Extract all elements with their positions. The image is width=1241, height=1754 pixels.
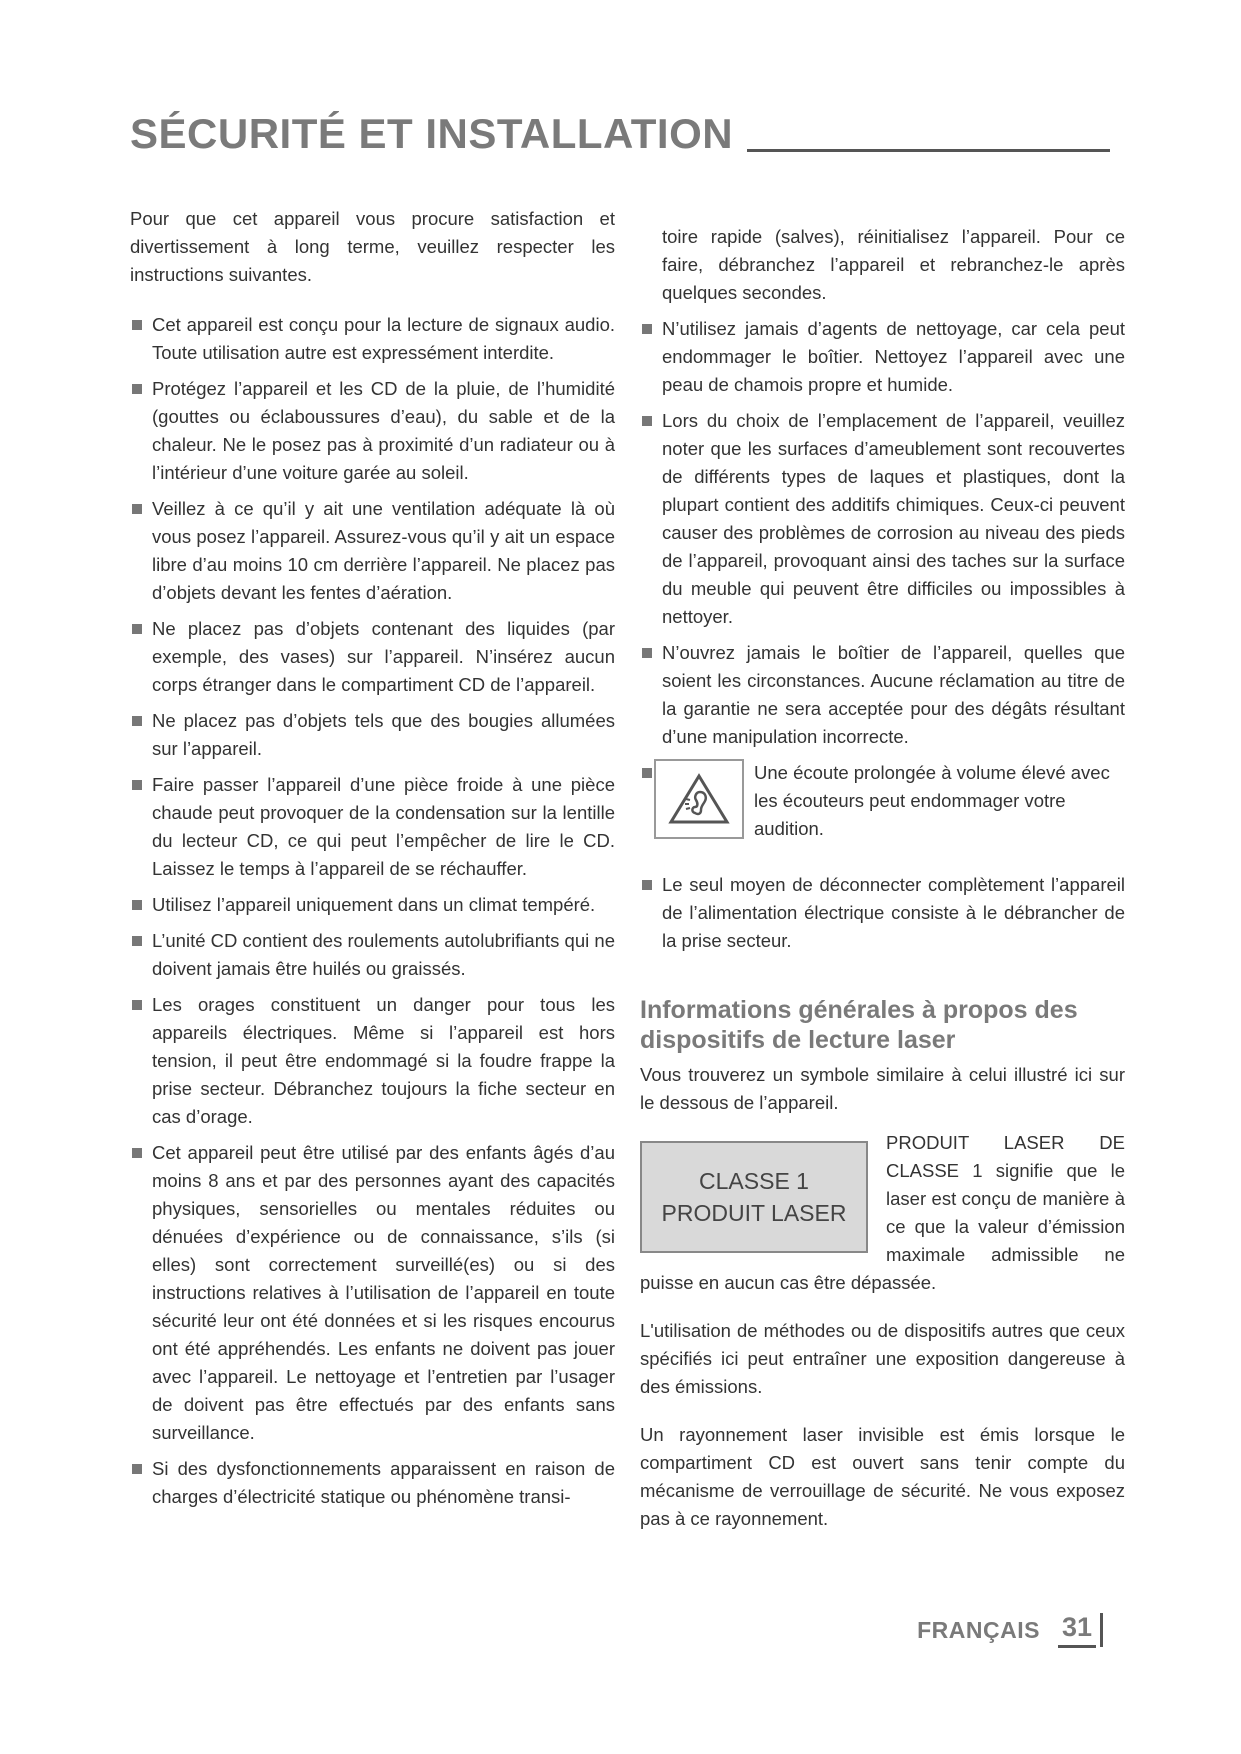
list-item: N’utilisez jamais d’agents de nettoyage, car cela peut endommager le boîtier. Nettoyez l’appareil avec une peau de chamois propre et humide. [640, 315, 1125, 399]
laser-paragraph: Un rayonnement laser invisible est émis lorsque le compartiment CD est ouvert sans tenir compte du mécanisme de verrouillage de sécurité. Ne vous exposez pas à ce rayonnement. [640, 1424, 1125, 1529]
list-item: Faire passer l’appareil d’une pièce froide à une pièce chaude peut provoquer de la condensation sur la lentille du lecteur CD, ce qui peut l’empêcher de lire le CD. Laissez le temps à l’appareil de se réchauffer. [130, 771, 615, 883]
list-item: Veillez à ce qu’il y ait une ventilation adéquate là où vous posez l’appareil. Assurez-vous qu’il y ait un espace libre d’au moins 10 cm derrière l’appareil. Ne placez pas d’objets devant les fentes d’aération. [130, 495, 615, 607]
left-column [130, 205, 615, 1519]
footer-language: FRANÇAIS [917, 1616, 1040, 1643]
continued-text: toire rapide (salves), réinitialisez l’appareil. Pour ce faire, débranchez l’appareil et rebranchez-le après quelques secondes. [662, 226, 1125, 303]
safety-list-right [640, 315, 1125, 751]
list-item: Cet appareil peut être utilisé par des enfants âgés d’au moins 8 ans et par des personnes ayant des capacités physiques, sensorielles ou mentales réduites ou dénuées d’expérience ou de connaissance, s’ils (si elles) sont correctement surveillé(es) ou si des instructions relatives à l’utilisation de l’appareil en toute sécurité leur ont été données et si les risques encourus ont été appréhendés. Les enfants ne doivent pas jouer avec l’appareil. Le nettoyage et l’entretien par l’usager de doivent pas être effectués par des enfants sans surveillance. [130, 1139, 615, 1447]
hearing-warning-text: Une écoute prolongée à volume élevé avec les écouteurs peut endommager votre audition. [754, 762, 1110, 839]
list-item: Les orages constituent un danger pour tous les appareils électriques. Même si l’appareil est hors tension, il peut être endommagé si la foudre frappe la prise secteur. Débranchez toujours la fiche secteur en cas d’orage. [130, 991, 615, 1131]
list-item: Cet appareil est conçu pour la lecture de signaux audio. Toute utilisation autre est expressément interdite. [130, 311, 615, 367]
disconnect-list [640, 871, 1125, 955]
laser-paragraph: L'utilisation de méthodes ou de dispositifs autres que ceux spécifiés ici peut entraîner une exposition dangereuse à des émissions. [640, 1320, 1125, 1397]
laser-intro: Vous trouverez un symbole similaire à celui illustré ici sur le dessous de l’appareil. [640, 1064, 1125, 1113]
list-item: Ne placez pas d’objets contenant des liquides (par exemple, des vases) sur l’appareil. N’insérez aucun corps étranger dans le compartiment CD de l’appareil. [130, 615, 615, 699]
right-column [640, 223, 1125, 1553]
page-header [130, 110, 1110, 158]
laser-label-line1: CLASSE 1 [699, 1168, 809, 1194]
list-item: Ne placez pas d’objets tels que des bougies allumées sur l’appareil. [130, 707, 615, 763]
bullet-marker [642, 768, 652, 778]
laser-class-description: PRODUIT LASER DE CLASSE 1 signifie que le laser est conçu de manière à ce que la valeur d’émission maximale admissible ne puisse en aucun cas être dépassée. [640, 1132, 1125, 1293]
list-item: Utilisez l’appareil uniquement dans un climat tempéré. [130, 891, 615, 919]
laser-info [640, 1129, 1125, 1297]
list-item: Le seul moyen de déconnecter complètement l’appareil de l’alimentation électrique consiste à le débrancher de la prise secteur. [640, 871, 1125, 955]
safety-list-left [130, 311, 615, 1511]
hearing-damage-icon [667, 771, 731, 827]
page-title: SÉCURITÉ ET INSTALLATION [130, 110, 734, 157]
list-item: Si des dysfonctionnements apparaissent en raison de charges d’électricité statique ou phénomène transi- [130, 1455, 615, 1511]
list-item: Lors du choix de l’emplacement de l’appareil, veuillez noter que les surfaces d’ameublement sont recouvertes de différents types de laques et plastiques, dont la plupart contient des additifs chimiques. Ceux-ci peuvent causer des problèmes de corrosion au niveau des pieds de l’appareil, provoquant ainsi des taches sur la surface du meuble qui peuvent être difficiles ou impossibles à nettoyer. [640, 407, 1125, 631]
list-item: L’unité CD contient des roulements autolubrifiants qui ne doivent jamais être huilés ou graissés. [130, 927, 615, 983]
hearing-warning [640, 759, 1125, 843]
footer-bar [1100, 1613, 1103, 1647]
title-rule [747, 149, 1110, 152]
list-item: N’ouvrez jamais le boîtier de l’appareil, quelles que soient les circonstances. Aucune réclamation au titre de la garantie ne sera acceptée pour des dégâts résultant d’une manipulation incorrecte. [640, 639, 1125, 751]
list-item: Protégez l’appareil et les CD de la pluie, de l’humidité (gouttes ou éclaboussures d’eau), du sable et de la chaleur. Ne le posez pas à proximité d’un radiateur ou à l’intérieur d’une voiture garée au soleil. [130, 375, 615, 487]
page-number: 31 [1058, 1612, 1096, 1648]
laser-class-label [640, 1141, 868, 1253]
laser-label-line2: PRODUIT LASER [661, 1200, 847, 1226]
intro-paragraph: Pour que cet appareil vous procure satisfaction et divertissement à long terme, veuillez respecter les instructions suivantes. [130, 208, 615, 285]
section-heading: Informations générales à propos des dispositifs de lecture laser [640, 996, 1078, 1054]
hearing-warning-icon-box [654, 759, 744, 839]
page-footer [917, 1612, 1103, 1648]
